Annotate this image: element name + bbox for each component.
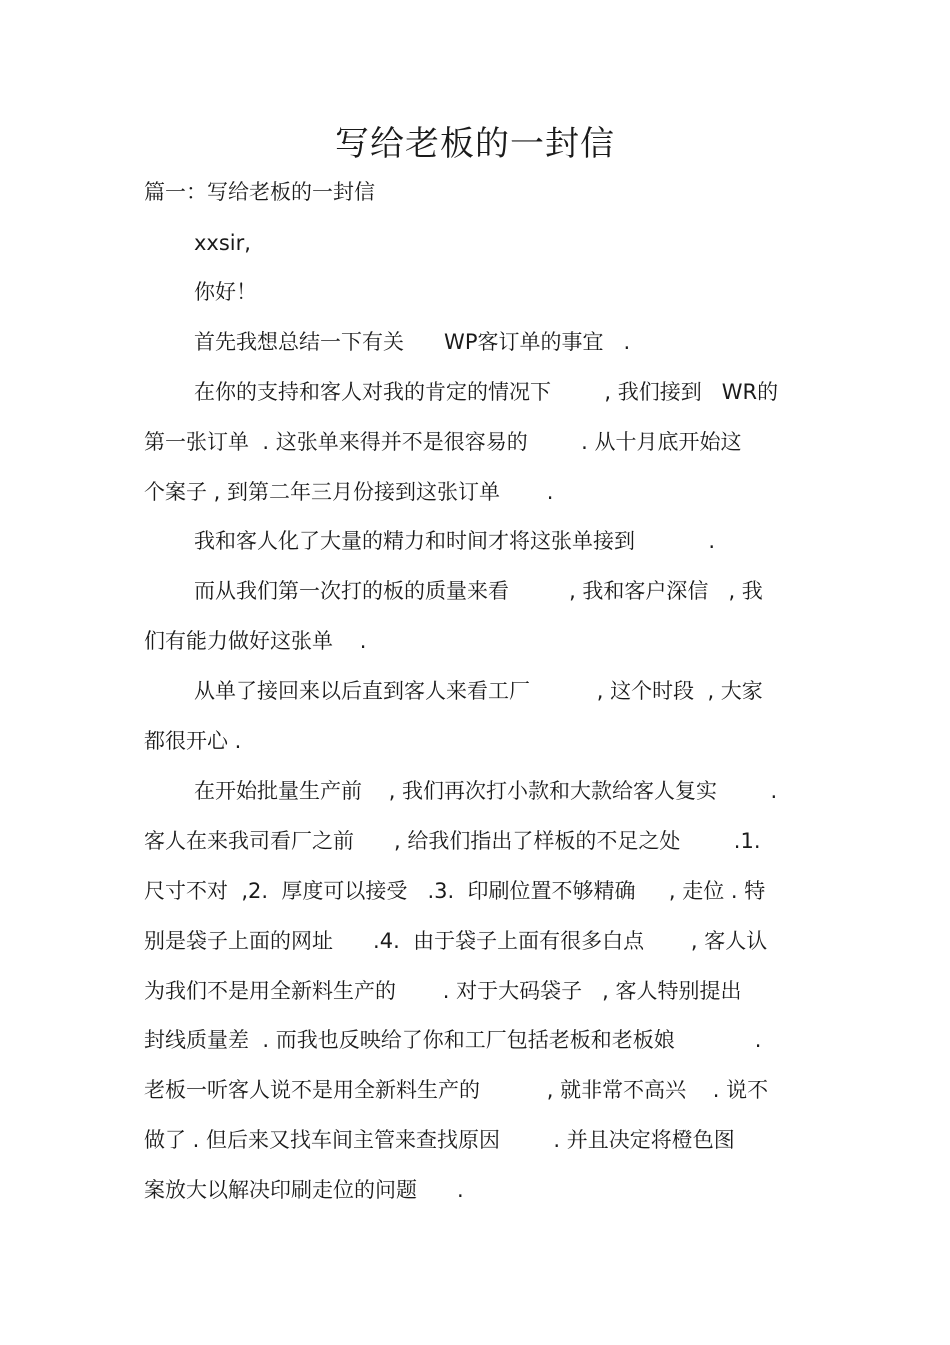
- paragraph-line: 客人在来我司看厂之前 , 给我们指出了样板的不足之处 .1.: [144, 829, 761, 853]
- paragraph-line: 案放大以解决印刷走位的问题 .: [144, 1178, 464, 1202]
- paragraph-line: 第一张订单 . 这张单来得并不是很容易的 . 从十月底开始这: [144, 430, 742, 454]
- paragraph-line: 做了 . 但后来又找车间主管来查找原因 . 并且决定将橙色图: [144, 1128, 735, 1152]
- paragraph-line: 老板一听客人说不是用全新料生产的 , 就非常不高兴 . 说不: [144, 1078, 769, 1102]
- paragraph-line: 别是袋子上面的网址 .4. 由于袋子上面有很多白点 , 客人认: [144, 929, 768, 953]
- section-heading: 篇一：写给老板的一封信: [144, 180, 375, 204]
- document-title: 写给老板的一封信: [335, 124, 615, 164]
- paragraph-line: 我和客人化了大量的精力和时间才将这张单接到 .: [194, 529, 716, 553]
- paragraph-line: 封线质量差 . 而我也反映给了你和工厂包括老板和老板娘 .: [144, 1028, 762, 1052]
- paragraph-line: 尺寸不对 ,2. 厚度可以接受 .3. 印刷位置不够精确 , 走位 . 特: [144, 879, 766, 903]
- paragraph-line: 从单了接回来以后直到客人来看工厂 , 这个时段 , 大家: [194, 679, 763, 703]
- greeting-line: 你好！: [194, 280, 257, 304]
- paragraph-line: 为我们不是用全新料生产的 . 对于大码袋子 , 客人特别提出: [144, 979, 742, 1003]
- salutation-line: xxsir,: [194, 231, 251, 255]
- paragraph-line: 们有能力做好这张单 .: [144, 629, 367, 653]
- paragraph-line: 在你的支持和客人对我的肯定的情况下 , 我们接到 WR的: [194, 380, 779, 404]
- paragraph-line: 在开始批量生产前 , 我们再次打小款和大款给客人复实 .: [194, 779, 778, 803]
- paragraph-line: 个案子 , 到第二年三月份接到这张订单 .: [144, 480, 554, 504]
- paragraph-line: 而从我们第一次打的板的质量来看 , 我和客户深信 , 我: [194, 579, 763, 603]
- paragraph-line: 首先我想总结一下有关 WP客订单的事宜 .: [194, 330, 631, 354]
- paragraph-line: 都很开心 .: [144, 729, 242, 753]
